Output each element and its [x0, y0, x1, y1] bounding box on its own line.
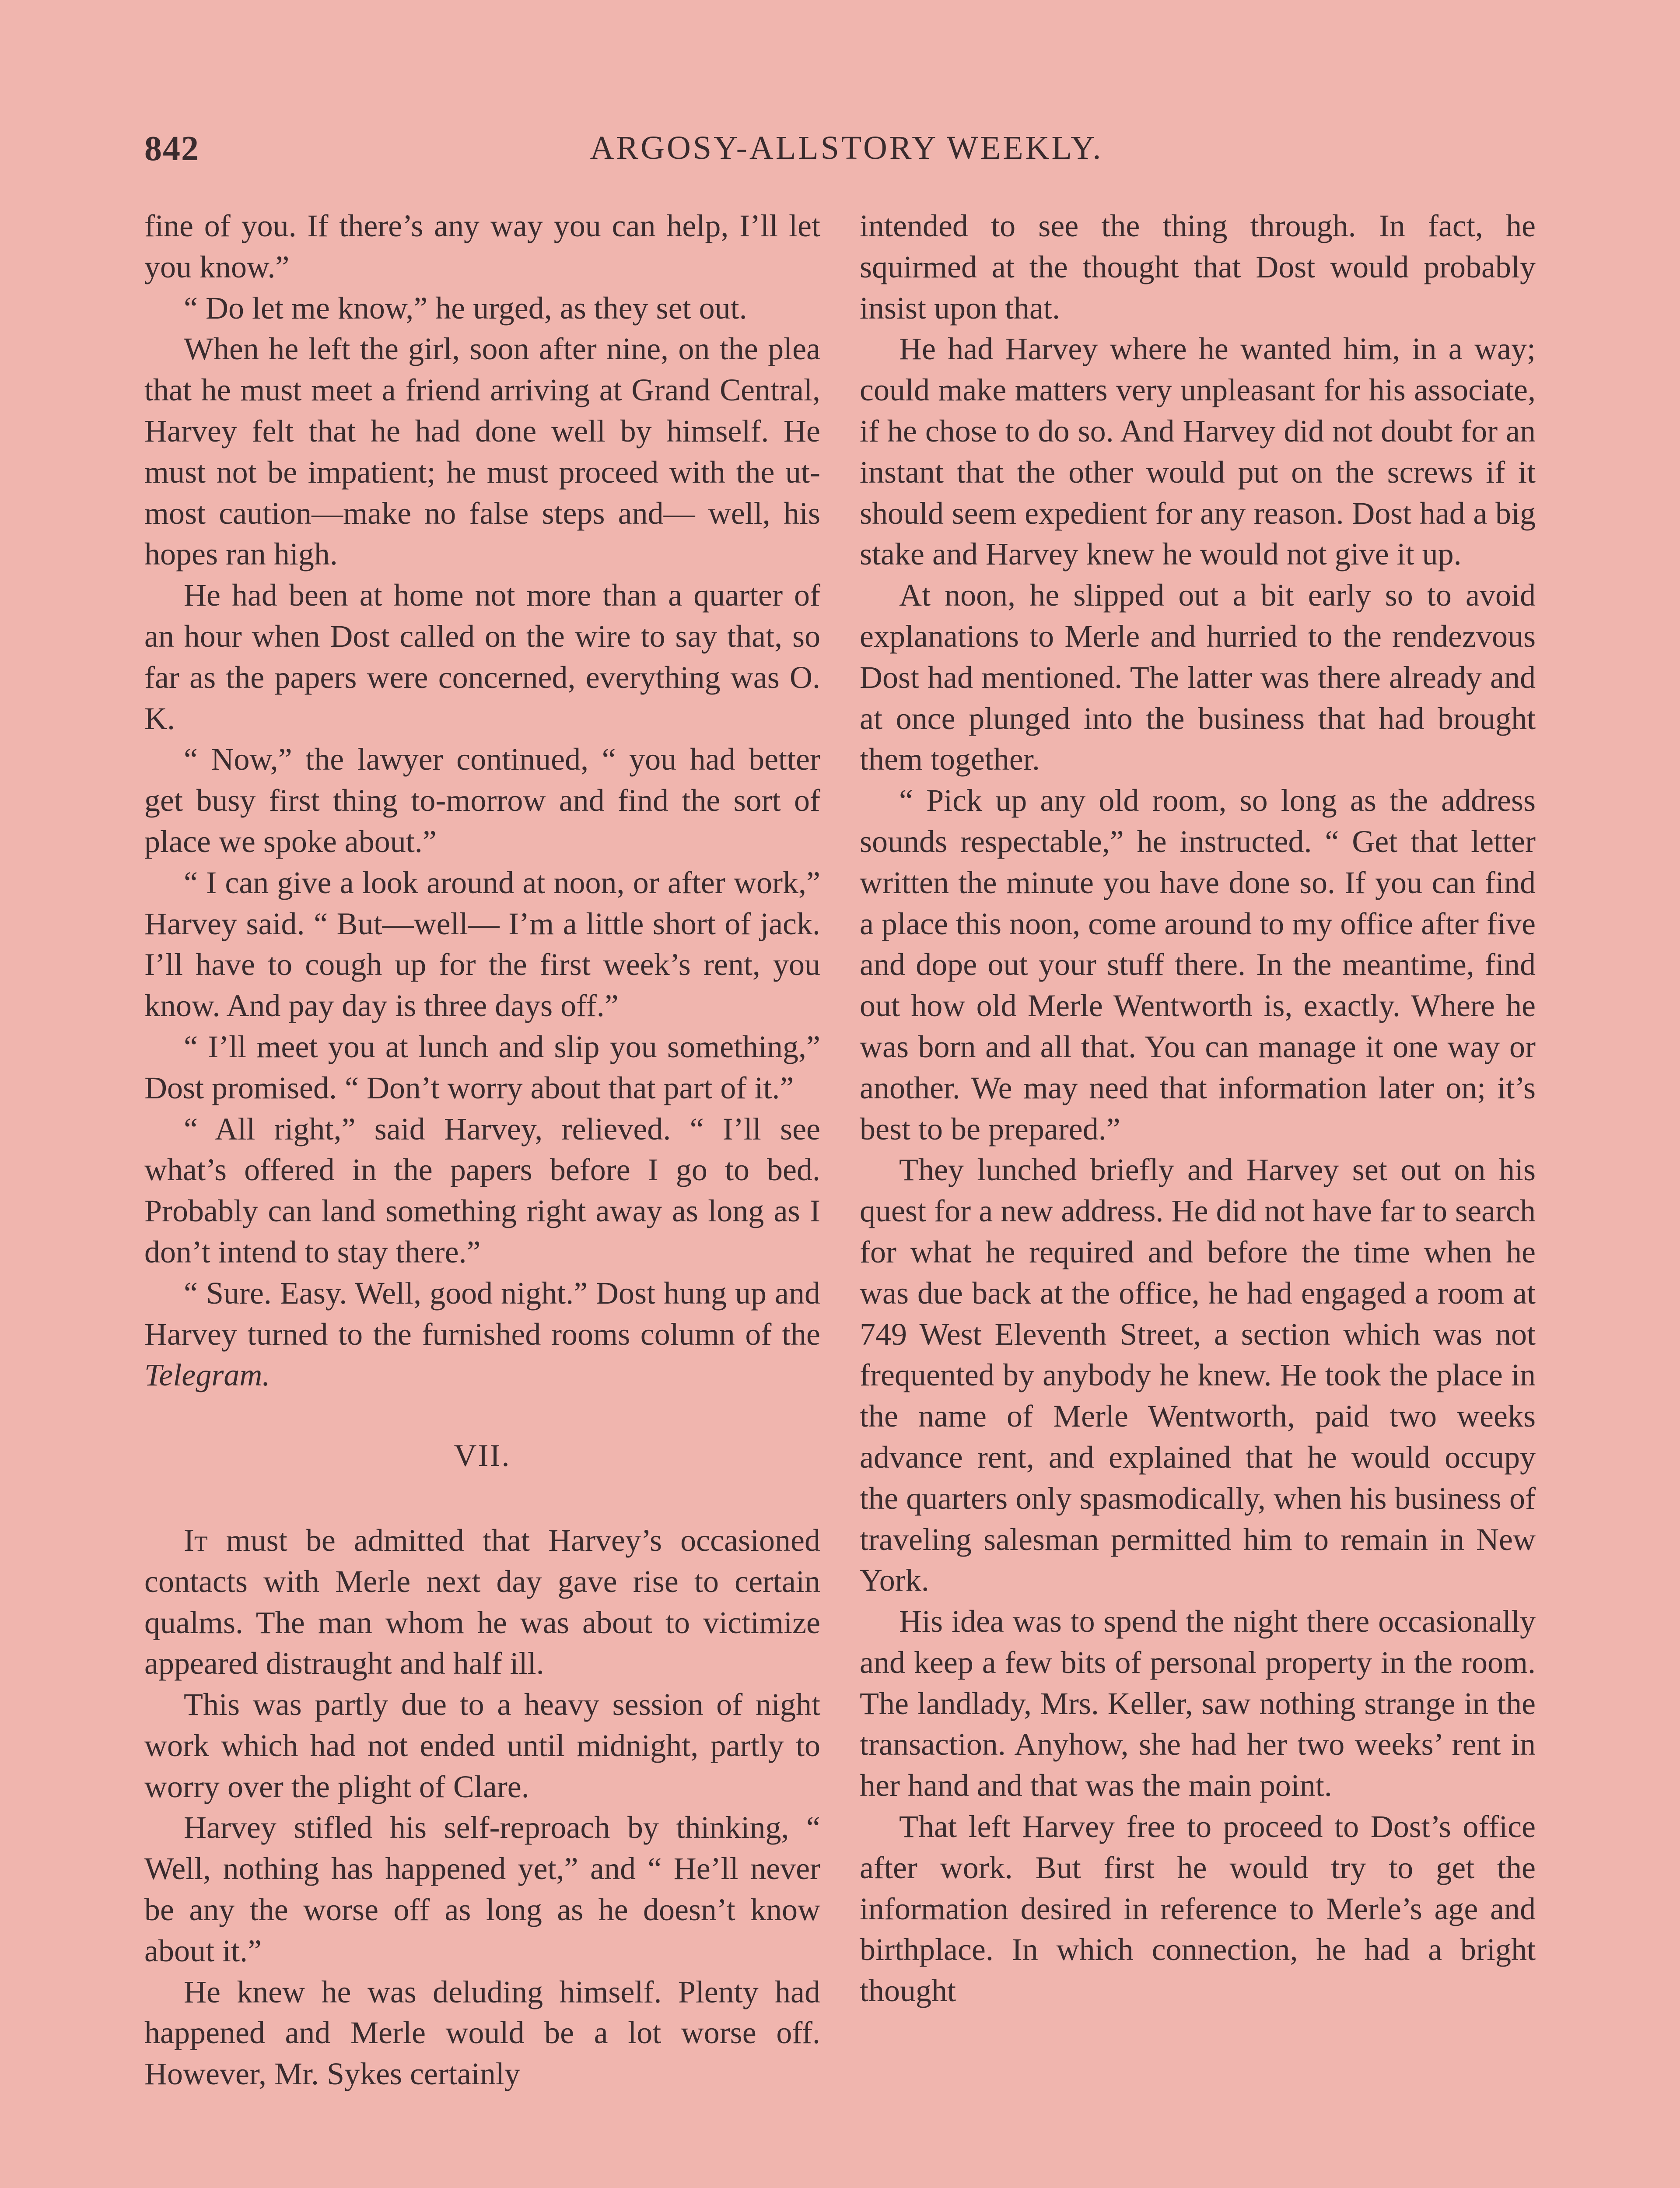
paragraph: He knew he was deluding himself. Plenty had happened and Merle would be a lot worse off. However, Mr. Sykes certainly [144, 1974, 820, 2092]
page-header [144, 129, 1549, 177]
paragraph-text: “ Sure. Easy. Well, good night.” Dost hung up and Harvey turned to the furnished rooms column of the [144, 1275, 820, 1352]
paragraph: fine of you. If there’s any way you can help, I’ll let you know.” [144, 208, 820, 284]
paragraph [144, 1273, 820, 1396]
paragraph: This was partly due to a heavy session of night work which had not ended until midnight, partly to worry over the plight of Clare. [144, 1687, 820, 1804]
newspaper-title: Telegram. [144, 1357, 270, 1393]
paragraph: That left Harvey free to proceed to Dost’s office after work. But first he would try to get the information desired in reference to Merle’s age and birthplace. In which connection, he had a bright thought [860, 1809, 1536, 2009]
paragraph: Harvey stifled his self-reproach by thinking, “ Well, nothing has happened yet,” and “ He’ll never be any the worse off as long as he doesn’t know about it.” [144, 1810, 820, 1968]
drop-word: It [184, 1522, 208, 1558]
section-heading: VII. [454, 1438, 511, 1473]
paragraph: When he left the girl, soon after nine, on the plea that he must meet a friend arriving at Grand Central, Harvey felt that he had done well by himself. He must not be impatient; he must proceed with the utmost caution—make no false steps and— well, his hopes ran high. [144, 331, 820, 572]
right-column [860, 206, 1536, 2012]
paragraph: intended to see the thing through. In fact, he squirmed at the thought that Dost would probably insist upon that. [860, 208, 1536, 326]
paragraph [144, 1520, 820, 1684]
paragraph: He had Harvey where he wanted him, in a way; could make matters very unpleasant for his associate, if he chose to do so. And Harvey did not doubt for an instant that the other would put on the screws if it should seem expedient for any reason. Dost had a big stake and Harvey knew he would not give it up. [860, 331, 1536, 572]
paragraph-text: must be admitted that Harvey’s occasioned contacts with Merle next day gave rise to certain qualms. The man whom he was about to victimize appeared distraught and half ill. [144, 1522, 820, 1681]
paragraph: “ Now,” the lawyer continued, “ you had better get busy first thing to-morrow and find the sort of place we spoke about.” [144, 742, 820, 859]
paragraph: “ Do let me know,” he urged, as they set out. [184, 290, 747, 326]
paragraph: “ Pick up any old room, so long as the address sounds respectable,” he instructed. “ Get that letter written the minute you have done so. If you can find a place this noon, come around to my office after five and dope out your stuff there. In the meantime, find out how old Merle Wentworth is, exactly. Where he was born and all that. You can manage it one way or another. We may need that information later on; it’s best to be prepared.” [860, 783, 1536, 1147]
paragraph: They lunched briefly and Harvey set out on his quest for a new address. He did not have far to search for what he required and before the time when he was due back at the office, he had engaged a room at 749 West Eleventh Street, a section which was not frequented by anybody he knew. He took the place in the name of Merle Wentworth, paid two weeks advance rent, and explained that he would occupy the quarters only spasmodically, when his business of traveling salesman permitted him to remain in New York. [860, 1152, 1536, 1598]
paragraph: “ I can give a look around at noon, or after work,” Harvey said. “ But—well— I’m a little short of jack. I’ll have to cough up for the first week’s rent, you know. And pay day is three days off.” [144, 865, 820, 1024]
paragraph: “ I’ll meet you at lunch and slip you something,” Dost promised. “ Don’t worry about that part of it.” [144, 1029, 820, 1105]
left-column [144, 206, 820, 2095]
paragraph: “ All right,” said Harvey, relieved. “ I’ll see what’s offered in the papers before I go to bed. Probably can land something right away as long as I don’t intend to stay there.” [144, 1111, 820, 1269]
running-head: ARGOSY-ALLSTORY WEEKLY. [590, 130, 1103, 166]
paragraph: At noon, he slipped out a bit early so to avoid explanations to Merle and hurried to the rendezvous Dost had mentioned. The latter was there already and at once plunged into the business that had brought them together. [860, 578, 1536, 777]
page-number: 842 [144, 130, 200, 168]
paragraph: His idea was to spend the night there occasionally and keep a few bits of personal property in the room. The landlady, Mrs. Keller, saw nothing strange in the transaction. Anyhow, she had her two weeks’ rent in her hand and that was the main point. [860, 1604, 1536, 1803]
paragraph: He had been at home not more than a quarter of an hour when Dost called on the wire to say that, so far as the papers were concerned, everything was O. K. [144, 578, 820, 736]
